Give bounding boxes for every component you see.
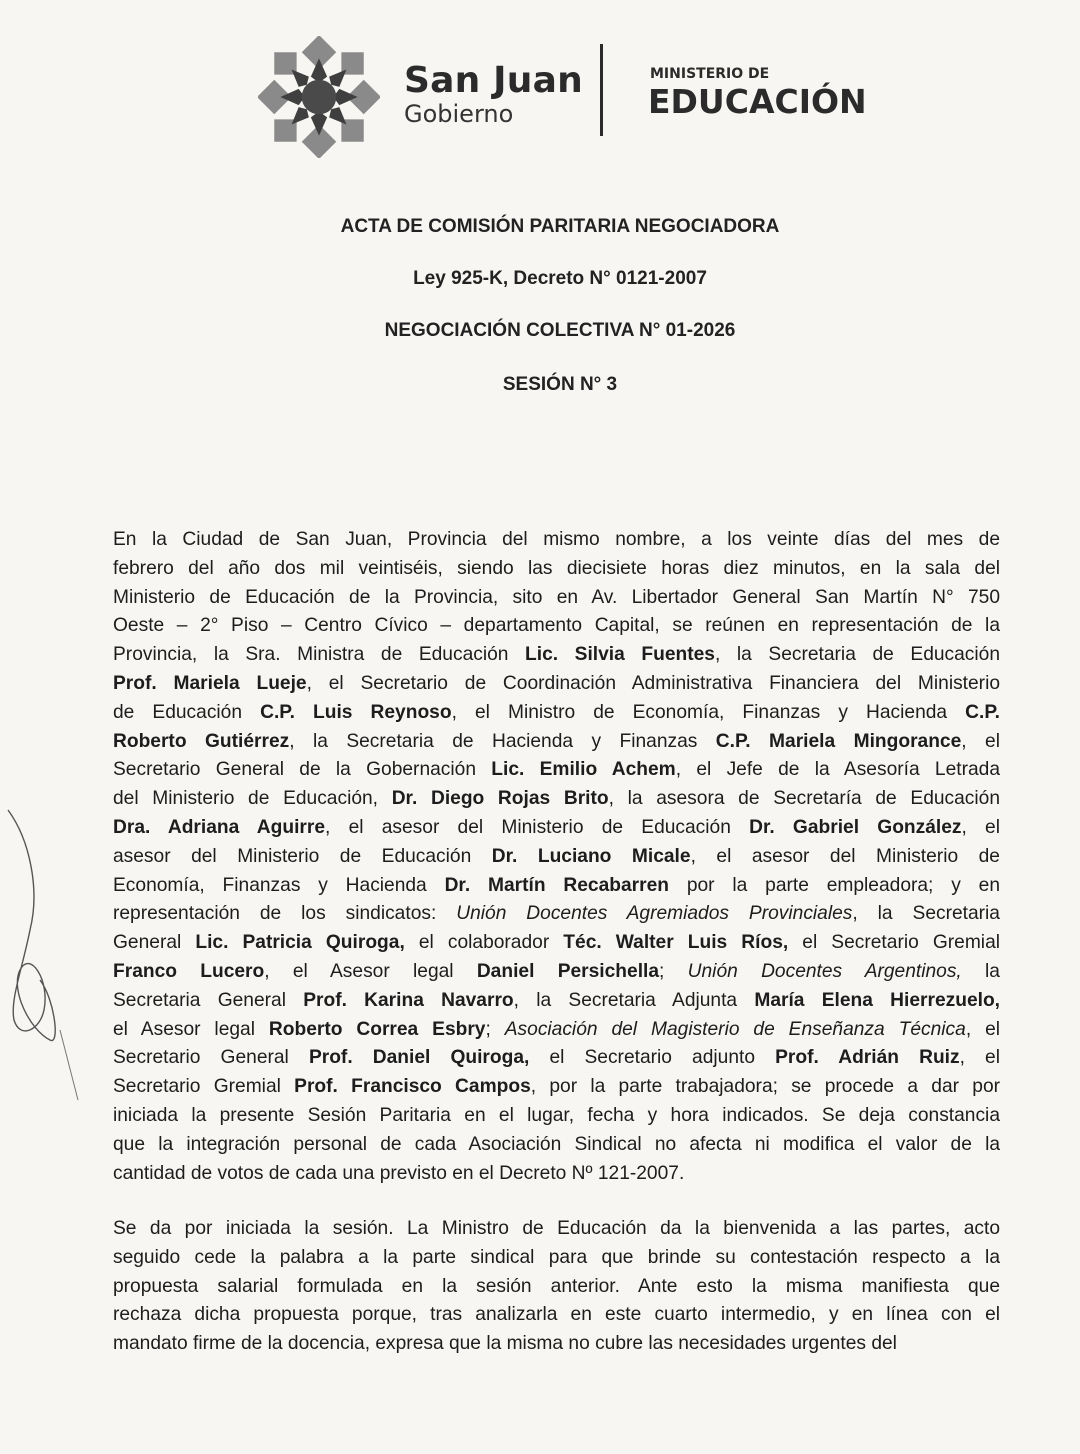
brand-name: San Juan: [404, 60, 583, 101]
bold-name: Daniel Persichella: [476, 960, 660, 982]
text-run: del Ministerio de Educación,: [113, 788, 392, 810]
handwritten-signature-icon: [0, 800, 90, 1100]
bold-name: Franco Lucero: [113, 960, 265, 982]
text-run: Provincia, la Sra. Ministra de Educación: [113, 644, 526, 666]
union-name: Unión Docentes Agremiados Provinciales: [456, 903, 853, 925]
ministry-name: EDUCACIÓN: [648, 82, 867, 121]
text-run: Se da por iniciada la sesión. La Ministro de Educación da la bienvenida a las partes, acto: [113, 1218, 1000, 1239]
bold-name: Prof. Daniel Quiroga,: [308, 1047, 530, 1069]
bold-name: Roberto Correa Esbry: [268, 1018, 486, 1040]
text-run: En la Ciudad de San Juan, Provincia del mismo nombre, a los veinte días del mes de: [113, 529, 1000, 550]
letterhead: [258, 28, 867, 158]
bold-name: C.P. Luis Reynoso: [260, 701, 452, 723]
text-line: [113, 1160, 1000, 1189]
text-run: iniciada la presente Sesión Paritaria en el lugar, fecha y hora indicados. Se deja constancia: [113, 1104, 1000, 1126]
text-run: , el: [961, 816, 1000, 838]
text-line: [113, 1244, 1000, 1273]
ministry-label: MINISTERIO DE: [650, 66, 770, 82]
text-run: , la asesora de Secretaría de Educación: [608, 788, 1000, 810]
bold-name: María Elena Hierrezuelo,: [754, 989, 1000, 1011]
text-run: , la Secretaria de Educación: [714, 644, 1000, 666]
text-run: , el asesor del Ministerio de: [690, 845, 1000, 867]
negotiation-number: NEGOCIACIÓN COLECTIVA N° 01-2026: [384, 320, 736, 341]
bold-name: Téc. Walter Luis Ríos,: [563, 932, 789, 954]
text-run: que la integración personal de cada Asociación Sindical no afecta ni modifica el valor de la: [113, 1133, 1000, 1155]
text-run: , la Secretaria: [852, 903, 1000, 925]
text-run: , el Jefe de la Asesoría Letrada: [675, 759, 1000, 781]
law-reference: Ley 925-K, Decreto N° 0121-2007: [413, 268, 707, 289]
text-run: el Asesor legal: [113, 1018, 269, 1040]
text-run: Economía, Finanzas y Hacienda: [113, 874, 445, 896]
text-line: [113, 1073, 1000, 1102]
text-run: Ministerio de Educación de la Provincia, sito en Av. Libertador General San Martín N° 750: [113, 586, 1000, 608]
session-number: SESIÓN N° 3: [502, 374, 618, 395]
bold-name: Dra. Adriana Aguirre: [113, 816, 326, 838]
text-line: [113, 555, 1000, 584]
text-run: Oeste – 2° Piso – Centro Cívico – departamento Capital, se reúnen en representación de la: [113, 615, 1000, 637]
text-run: rechaza dicha propuesta porque, tras analizarla en este cuarto intermedio, y en línea con el: [113, 1304, 1000, 1326]
text-line: [113, 1273, 1000, 1302]
text-line: [113, 1044, 1000, 1073]
text-run: ;: [485, 1018, 505, 1040]
bold-name: C.P. Mariela Mingorance: [715, 730, 962, 752]
text-run: seguido cede la palabra a la parte sindical para que brinde su contestación respecto a la: [113, 1246, 1000, 1268]
text-run: febrero del año dos mil veintiséis, siendo las diecisiete horas diez minutos, en la sala del: [113, 557, 1000, 579]
text-run: , la Secretaria de Hacienda y Finanzas: [289, 730, 716, 752]
text-run: la: [961, 960, 1000, 982]
text-line: [113, 900, 1000, 929]
text-run: mandato firme de la docencia, expresa que la misma no cubre las necesidades urgentes del: [113, 1333, 897, 1355]
text-line: [113, 843, 1000, 872]
text-run: el colaborador: [404, 932, 564, 954]
text-run: Secretario General de la Gobernación: [113, 759, 492, 781]
text-line: [113, 670, 1000, 699]
text-line: [113, 785, 1000, 814]
paragraph-opening: [113, 526, 1000, 1188]
bold-name: Prof. Karina Navarro: [303, 989, 514, 1011]
text-run: , el Secretario de Coordinación Administrativa Financiera del Ministerio: [306, 672, 1000, 694]
text-line: [113, 584, 1000, 613]
header-divider: [600, 44, 603, 136]
text-line: [113, 1215, 1000, 1244]
document-title: ACTA DE COMISIÓN PARITARIA NEGOCIADORA: [340, 216, 780, 237]
bold-name: Dr. Gabriel González: [749, 816, 962, 838]
text-run: Secretario Gremial: [113, 1076, 295, 1098]
text-line: [113, 1330, 1000, 1359]
text-run: el Secretario Gremial: [788, 932, 1001, 954]
text-line: [113, 699, 1000, 728]
text-line: [113, 958, 1000, 987]
text-run: , el asesor del Ministerio de Educación: [325, 816, 750, 838]
bold-name: Dr. Martín Recabarren: [444, 874, 669, 896]
text-line: [113, 526, 1000, 555]
text-run: por la parte empleadora; y en: [669, 874, 1000, 896]
text-line: [113, 872, 1000, 901]
paragraph-session-start: [113, 1215, 1000, 1359]
bold-name: Prof. Mariela Lueje: [113, 672, 307, 694]
text-line: [113, 1016, 1000, 1045]
text-run: representación de los sindicatos:: [113, 903, 457, 925]
text-line: [113, 1102, 1000, 1131]
san-juan-flower-emblem-icon: [258, 36, 380, 158]
text-run: General: [113, 932, 196, 954]
text-run: , la Secretaria Adjunta: [513, 989, 755, 1011]
union-name: Asociación del Magisterio de Enseñanza Técnica: [504, 1018, 966, 1040]
text-run: , el: [959, 1047, 1000, 1069]
text-line: [113, 728, 1000, 757]
union-name: Unión Docentes Argentinos,: [687, 960, 962, 982]
text-run: de Educación: [113, 701, 261, 723]
bold-name: Lic. Patricia Quiroga,: [195, 932, 405, 954]
bold-name: Lic. Silvia Fuentes: [525, 644, 715, 666]
text-run: Secretaria General: [113, 989, 304, 1011]
bold-name: C.P.: [965, 701, 1000, 723]
text-run: , el Ministro de Economía, Finanzas y Hacienda: [451, 701, 966, 723]
text-run: el Secretario adjunto: [529, 1047, 776, 1069]
text-line: [113, 814, 1000, 843]
bold-name: Roberto Gutiérrez: [113, 730, 290, 752]
text-run: , el: [965, 1018, 1000, 1040]
text-run: propuesta salarial formulada en la sesión anterior. Ante esto la misma manifiesta que: [113, 1275, 1000, 1297]
text-run: cantidad de votos de cada una previsto en el Decreto Nº 121-2007.: [113, 1162, 685, 1184]
text-run: asesor del Ministerio de Educación: [113, 845, 492, 867]
bold-name: Prof. Adrián Ruiz: [775, 1047, 960, 1069]
text-line: [113, 641, 1000, 670]
text-line: [113, 1131, 1000, 1160]
text-line: [113, 756, 1000, 785]
text-run: , por la parte trabajadora; se procede a dar por: [530, 1076, 1001, 1098]
text-line: [113, 987, 1000, 1016]
bold-name: Dr. Luciano Micale: [491, 845, 691, 867]
bold-name: Lic. Emilio Achem: [491, 759, 676, 781]
text-line: [113, 1301, 1000, 1330]
bold-name: Dr. Diego Rojas Brito: [391, 788, 609, 810]
text-run: , el Asesor legal: [264, 960, 477, 982]
text-run: ;: [659, 960, 688, 982]
text-line: [113, 929, 1000, 958]
bold-name: Prof. Francisco Campos: [294, 1076, 531, 1098]
brand-subtitle: Gobierno: [404, 100, 514, 128]
text-run: Secretario General: [113, 1047, 309, 1069]
text-run: , el: [961, 730, 1000, 752]
text-line: [113, 612, 1000, 641]
